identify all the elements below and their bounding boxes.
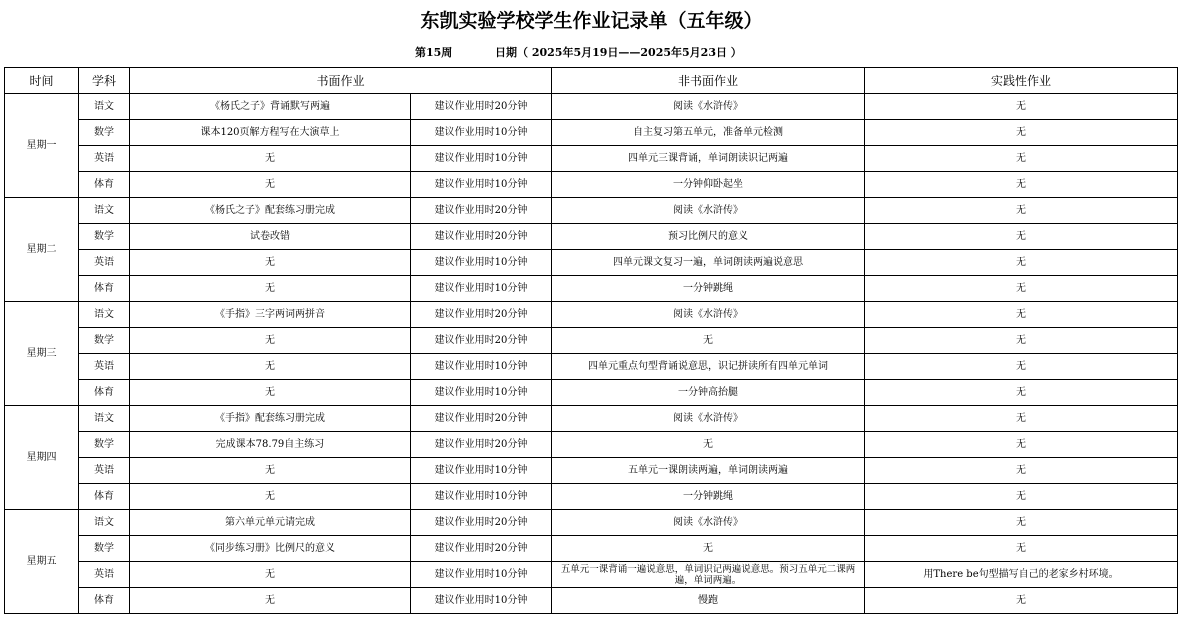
non-written-homework-cell: 自主复习第五单元，准备单元检测	[552, 120, 865, 146]
written-homework-cell: 无	[130, 562, 411, 588]
written-homework-cell: 无	[130, 458, 411, 484]
suggested-time-cell: 建议作业用时10分钟	[411, 172, 552, 198]
header-subject: 学科	[79, 68, 130, 94]
table-row	[5, 380, 1178, 406]
written-homework-cell: 试卷改错	[130, 224, 411, 250]
non-written-homework-cell: 一分钟跳绳	[552, 276, 865, 302]
table-row	[5, 120, 1178, 146]
suggested-time-cell: 建议作业用时20分钟	[411, 224, 552, 250]
table-row	[5, 406, 1178, 432]
non-written-homework-cell: 五单元一课背诵一遍说意思，单词识记两遍说意思。预习五单元二课两遍，单词两遍。	[552, 562, 865, 588]
practice-homework-cell: 无	[865, 224, 1178, 250]
subject-cell: 语文	[79, 198, 130, 224]
table-row	[5, 432, 1178, 458]
practice-homework-cell: 无	[865, 354, 1178, 380]
non-written-homework-cell: 一分钟高抬腿	[552, 380, 865, 406]
table-row	[5, 536, 1178, 562]
non-written-homework-cell: 一分钟仰卧起坐	[552, 172, 865, 198]
subject-cell: 体育	[79, 588, 130, 614]
subject-cell: 体育	[79, 172, 130, 198]
subject-cell: 数学	[79, 328, 130, 354]
written-homework-cell: 《同步练习册》比例尺的意义	[130, 536, 411, 562]
subject-cell: 数学	[79, 536, 130, 562]
non-written-homework-cell: 无	[552, 536, 865, 562]
non-written-homework-cell: 四单元重点句型背诵说意思，识记拼读所有四单元单词	[552, 354, 865, 380]
table-row	[5, 484, 1178, 510]
suggested-time-cell: 建议作业用时10分钟	[411, 484, 552, 510]
non-written-homework-cell: 预习比例尺的意义	[552, 224, 865, 250]
table-row	[5, 588, 1178, 614]
written-homework-cell: 无	[130, 354, 411, 380]
practice-homework-cell: 无	[865, 120, 1178, 146]
non-written-homework-cell: 阅读《水浒传》	[552, 94, 865, 120]
subject-cell: 体育	[79, 276, 130, 302]
practice-homework-cell: 无	[865, 380, 1178, 406]
practice-homework-cell: 无	[865, 250, 1178, 276]
written-homework-cell: 无	[130, 250, 411, 276]
table-row	[5, 198, 1178, 224]
written-homework-cell: 第六单元单元请完成	[130, 510, 411, 536]
subject-cell: 体育	[79, 380, 130, 406]
suggested-time-cell: 建议作业用时10分钟	[411, 120, 552, 146]
non-written-homework-cell: 五单元一课朗读两遍，单词朗读两遍	[552, 458, 865, 484]
suggested-time-cell: 建议作业用时10分钟	[411, 354, 552, 380]
table-body	[5, 94, 1178, 614]
table-row	[5, 458, 1178, 484]
suggested-time-cell: 建议作业用时20分钟	[411, 302, 552, 328]
practice-homework-cell: 无	[865, 172, 1178, 198]
table-row	[5, 276, 1178, 302]
header-practice: 实践性作业	[865, 68, 1178, 94]
page-title: 东凯实验学校学生作业记录单（五年级）	[420, 10, 763, 32]
suggested-time-cell: 建议作业用时10分钟	[411, 562, 552, 588]
subject-cell: 英语	[79, 458, 130, 484]
header-non-written: 非书面作业	[552, 68, 865, 94]
practice-homework-cell: 无	[865, 484, 1178, 510]
table-row	[5, 250, 1178, 276]
non-written-homework-cell: 阅读《水浒传》	[552, 510, 865, 536]
table-row	[5, 172, 1178, 198]
practice-homework-cell: 无	[865, 302, 1178, 328]
day-cell: 星期五	[5, 510, 79, 614]
subject-cell: 语文	[79, 510, 130, 536]
practice-homework-cell: 无	[865, 510, 1178, 536]
table-row	[5, 302, 1178, 328]
practice-homework-cell: 无	[865, 458, 1178, 484]
table-row	[5, 354, 1178, 380]
non-written-homework-cell: 阅读《水浒传》	[552, 406, 865, 432]
subject-cell: 英语	[79, 562, 130, 588]
written-homework-cell: 无	[130, 380, 411, 406]
written-homework-cell: 无	[130, 146, 411, 172]
header-row	[5, 68, 1178, 94]
week-label: 第15周	[415, 46, 453, 59]
table-row	[5, 562, 1178, 588]
suggested-time-cell: 建议作业用时20分钟	[411, 510, 552, 536]
header-written: 书面作业	[130, 68, 552, 94]
non-written-homework-cell: 阅读《水浒传》	[552, 198, 865, 224]
practice-homework-cell: 无	[865, 432, 1178, 458]
subject-cell: 英语	[79, 354, 130, 380]
practice-homework-cell: 无	[865, 94, 1178, 120]
day-cell: 星期四	[5, 406, 79, 510]
non-written-homework-cell: 无	[552, 328, 865, 354]
suggested-time-cell: 建议作业用时20分钟	[411, 406, 552, 432]
suggested-time-cell: 建议作业用时10分钟	[411, 250, 552, 276]
day-cell: 星期二	[5, 198, 79, 302]
written-homework-cell: 无	[130, 172, 411, 198]
table-row	[5, 510, 1178, 536]
practice-homework-cell: 无	[865, 276, 1178, 302]
suggested-time-cell: 建议作业用时20分钟	[411, 94, 552, 120]
written-homework-cell: 《杨氏之子》背诵默写两遍	[130, 94, 411, 120]
subject-cell: 数学	[79, 224, 130, 250]
practice-homework-cell: 无	[865, 198, 1178, 224]
table-row	[5, 224, 1178, 250]
suggested-time-cell: 建议作业用时10分钟	[411, 276, 552, 302]
suggested-time-cell: 建议作业用时10分钟	[411, 146, 552, 172]
subject-cell: 体育	[79, 484, 130, 510]
table-row	[5, 328, 1178, 354]
subject-cell: 数学	[79, 432, 130, 458]
written-homework-cell: 完成课本78.79自主练习	[130, 432, 411, 458]
written-homework-cell: 《杨氏之子》配套练习册完成	[130, 198, 411, 224]
written-homework-cell: 课本120页解方程写在大演草上	[130, 120, 411, 146]
suggested-time-cell: 建议作业用时10分钟	[411, 458, 552, 484]
practice-homework-cell: 用There be句型描写自己的老家乡村环境。	[865, 562, 1178, 588]
written-homework-cell: 无	[130, 484, 411, 510]
practice-homework-cell: 无	[865, 328, 1178, 354]
suggested-time-cell: 建议作业用时20分钟	[411, 198, 552, 224]
non-written-homework-cell: 阅读《水浒传》	[552, 302, 865, 328]
non-written-homework-cell: 四单元三课背诵，单词朗读识记两遍	[552, 146, 865, 172]
non-written-homework-cell: 四单元课文复习一遍，单词朗读两遍说意思	[552, 250, 865, 276]
date-range: 日期（ 2025年5月19日——2025年5月23日 ）	[495, 46, 742, 59]
practice-homework-cell: 无	[865, 588, 1178, 614]
homework-table	[4, 67, 1178, 614]
suggested-time-cell: 建议作业用时10分钟	[411, 588, 552, 614]
day-cell: 星期三	[5, 302, 79, 406]
practice-homework-cell: 无	[865, 406, 1178, 432]
suggested-time-cell: 建议作业用时20分钟	[411, 432, 552, 458]
subject-cell: 英语	[79, 146, 130, 172]
suggested-time-cell: 建议作业用时10分钟	[411, 380, 552, 406]
non-written-homework-cell: 无	[552, 432, 865, 458]
written-homework-cell: 《手指》三字两词两拼音	[130, 302, 411, 328]
subtitle	[0, 44, 1183, 60]
subject-cell: 语文	[79, 406, 130, 432]
suggested-time-cell: 建议作业用时20分钟	[411, 328, 552, 354]
non-written-homework-cell: 一分钟跳绳	[552, 484, 865, 510]
suggested-time-cell: 建议作业用时20分钟	[411, 536, 552, 562]
written-homework-cell: 《手指》配套练习册完成	[130, 406, 411, 432]
written-homework-cell: 无	[130, 588, 411, 614]
table-row	[5, 146, 1178, 172]
subject-cell: 语文	[79, 94, 130, 120]
written-homework-cell: 无	[130, 328, 411, 354]
day-cell: 星期一	[5, 94, 79, 198]
subject-cell: 语文	[79, 302, 130, 328]
subject-cell: 数学	[79, 120, 130, 146]
non-written-homework-cell: 慢跑	[552, 588, 865, 614]
subject-cell: 英语	[79, 250, 130, 276]
written-homework-cell: 无	[130, 276, 411, 302]
table-row	[5, 94, 1178, 120]
practice-homework-cell: 无	[865, 146, 1178, 172]
header-time: 时间	[5, 68, 79, 94]
practice-homework-cell: 无	[865, 536, 1178, 562]
